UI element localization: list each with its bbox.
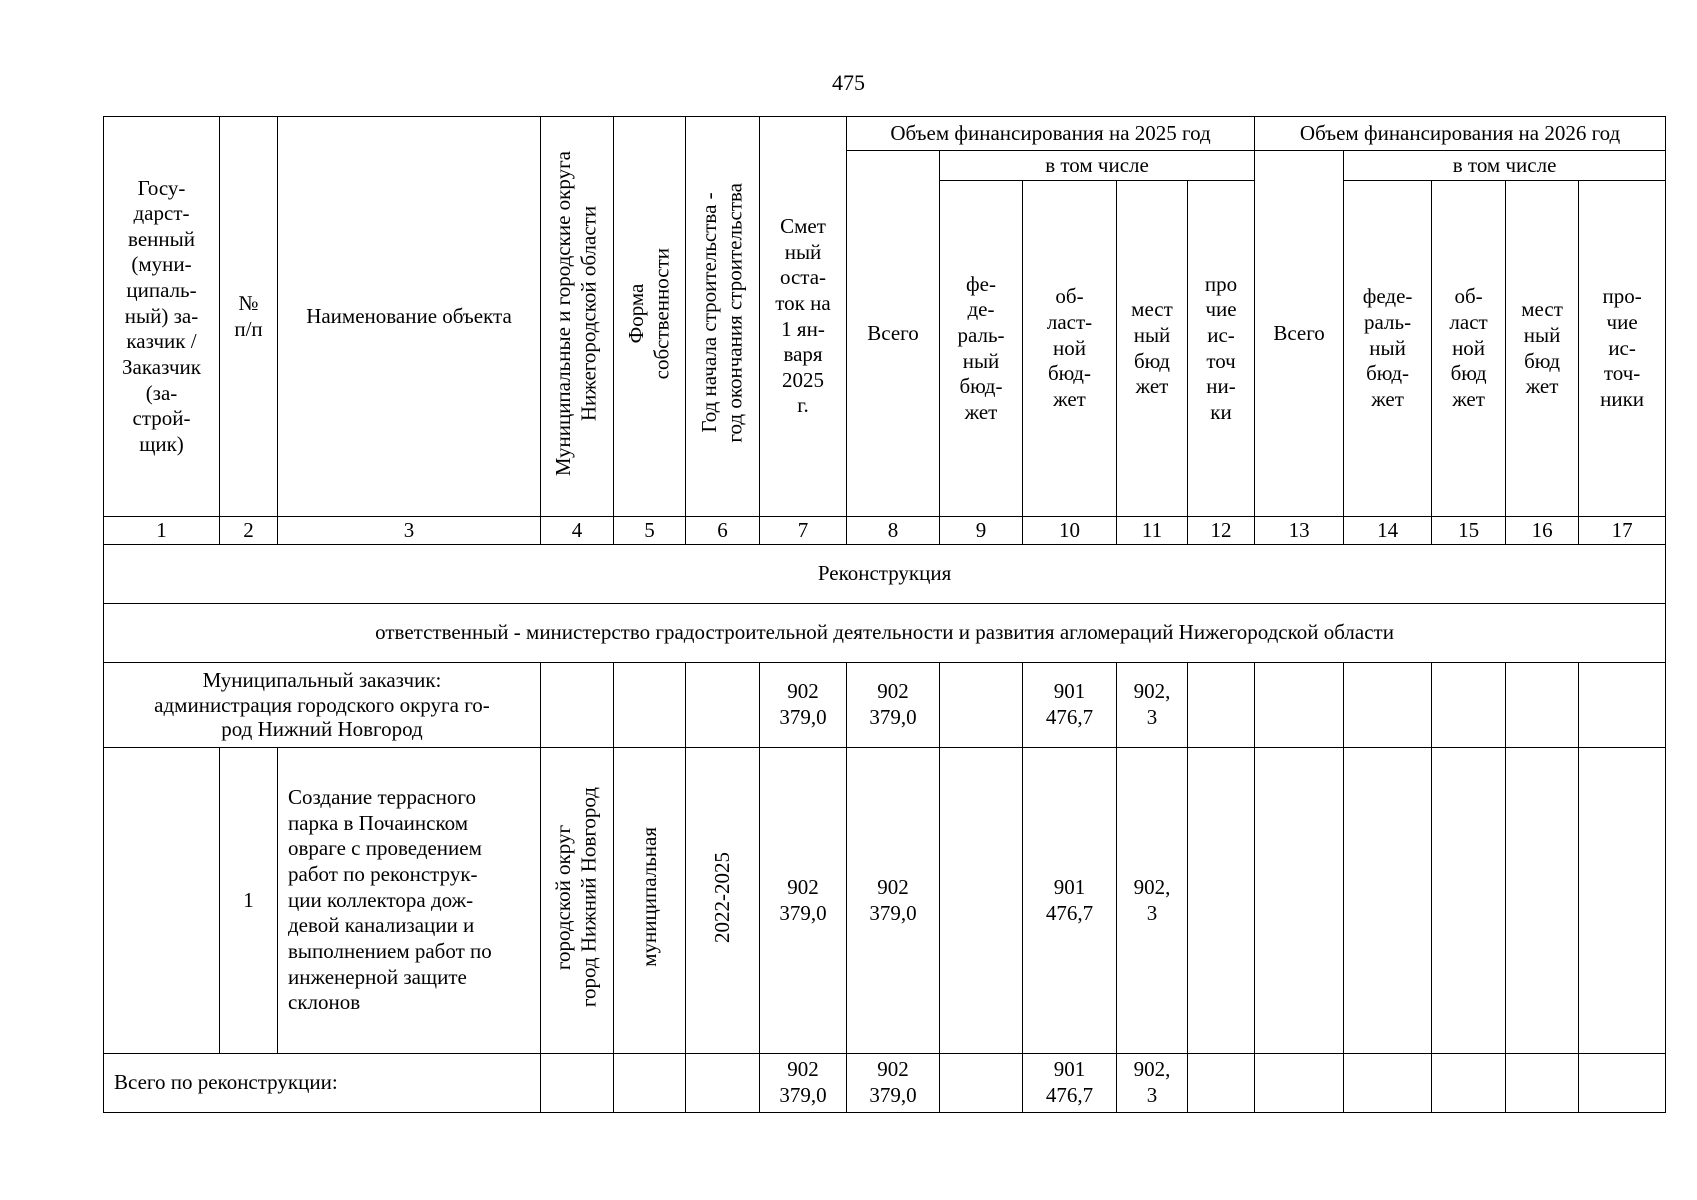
cell-empty	[1432, 1054, 1506, 1113]
col-num: 8	[847, 517, 940, 545]
header-fin-2025: Объем финансирования на 2025 год	[847, 117, 1255, 151]
col-num: 3	[278, 517, 541, 545]
header-object-name: Наименование объекта	[278, 117, 541, 517]
cell-empty	[686, 1054, 760, 1113]
header-2026-local: мест ный бюд жет	[1506, 181, 1579, 517]
header-2026-federal: феде- раль- ный бюд- жет	[1344, 181, 1432, 517]
object-2025-local: 902, 3	[1117, 748, 1188, 1054]
object-row	[104, 748, 1666, 1054]
header-ownership: Форма собственности	[614, 117, 686, 517]
cell-empty	[1255, 663, 1344, 748]
customer-2025-total: 902 379,0	[847, 663, 940, 748]
cell-empty	[1506, 1054, 1579, 1113]
object-years: 2022-2025	[686, 748, 760, 1054]
header-2026-other: про- чие ис- точ- ники	[1579, 181, 1666, 517]
cell-empty	[541, 663, 614, 748]
object-ownership: муниципальная	[614, 748, 686, 1054]
col-num: 10	[1023, 517, 1117, 545]
col-num: 2	[220, 517, 278, 545]
header-2025-other: про чие ис- точ ни- ки	[1188, 181, 1255, 517]
total-2025-total: 902 379,0	[847, 1054, 940, 1113]
header-2025-incl: в том числе	[940, 151, 1255, 181]
cell-empty	[1188, 663, 1255, 748]
section-title: Реконструкция	[104, 545, 1666, 604]
object-remaining: 902 379,0	[760, 748, 847, 1054]
cell-empty	[1432, 663, 1506, 748]
header-num: № п/п	[220, 117, 278, 517]
col-num: 5	[614, 517, 686, 545]
cell-empty	[1432, 748, 1506, 1054]
section-title-row	[104, 545, 1666, 604]
cell-empty	[1579, 663, 1666, 748]
col-num: 13	[1255, 517, 1344, 545]
cell-empty	[1344, 663, 1432, 748]
object-name: Создание террасного парка в Почаинском овраге с проведением работ по реконструк- ции коллектора дож- девой канализации и выполнением работ по инженерной защите склонов	[278, 748, 541, 1054]
customer-label: Муниципальный заказчик: администрация городского округа го- род Нижний Новгород	[104, 663, 541, 748]
cell-empty	[1506, 748, 1579, 1054]
col-num: 6	[686, 517, 760, 545]
cell-empty	[541, 1054, 614, 1113]
cell-empty	[1344, 748, 1432, 1054]
financing-table	[103, 116, 1666, 1113]
total-row	[104, 1054, 1666, 1113]
header-years: Год начала строительства - год окончания строительства	[686, 117, 760, 517]
object-2025-regional: 901 476,7	[1023, 748, 1117, 1054]
col-num: 16	[1506, 517, 1579, 545]
object-num: 1	[220, 748, 278, 1054]
header-row-1	[104, 117, 1666, 151]
header-2026-total: Всего	[1255, 151, 1344, 517]
col-num: 7	[760, 517, 847, 545]
col-num: 11	[1117, 517, 1188, 545]
header-2025-total: Всего	[847, 151, 940, 517]
header-2025-local: мест ный бюд жет	[1117, 181, 1188, 517]
responsible-text: ответственный - министерство градостроительной деятельности и развития агломераций Нижегородской области	[104, 604, 1666, 663]
total-2025-local: 902, 3	[1117, 1054, 1188, 1113]
object-district: городской округ город Нижний Новгород	[541, 748, 614, 1054]
header-2025-regional: об- ласт- ной бюд- жет	[1023, 181, 1117, 517]
customer-remaining: 902 379,0	[760, 663, 847, 748]
col-num: 4	[541, 517, 614, 545]
header-2026-incl: в том числе	[1344, 151, 1666, 181]
cell-empty	[614, 663, 686, 748]
total-2025-regional: 901 476,7	[1023, 1054, 1117, 1113]
cell-empty	[940, 1054, 1023, 1113]
header-remaining: Смет ный оста- ток на 1 ян- варя 2025 г.	[760, 117, 847, 517]
cell-empty	[614, 1054, 686, 1113]
header-customer: Госу- дарст- венный (муни- ципаль- ный) за- казчик / Заказчик (за- строй- щик)	[104, 117, 220, 517]
header-districts: Муниципальные и городские округа Нижегородской области	[541, 117, 614, 517]
col-num: 15	[1432, 517, 1506, 545]
cell-empty	[1188, 1054, 1255, 1113]
cell-empty	[1344, 1054, 1432, 1113]
cell-empty	[1188, 748, 1255, 1054]
cell-empty	[1579, 748, 1666, 1054]
col-num: 14	[1344, 517, 1432, 545]
column-numbers-row	[104, 517, 1666, 545]
responsible-row	[104, 604, 1666, 663]
header-2026-regional: об- ласт ной бюд жет	[1432, 181, 1506, 517]
customer-row	[104, 663, 1666, 748]
col-num: 9	[940, 517, 1023, 545]
cell-empty	[940, 663, 1023, 748]
cell-empty	[104, 748, 220, 1054]
total-remaining: 902 379,0	[760, 1054, 847, 1113]
cell-empty	[1579, 1054, 1666, 1113]
header-2025-federal: фе- де- раль- ный бюд- жет	[940, 181, 1023, 517]
cell-empty	[1506, 663, 1579, 748]
header-fin-2026: Объем финансирования на 2026 год	[1255, 117, 1666, 151]
col-num: 17	[1579, 517, 1666, 545]
cell-empty	[940, 748, 1023, 1054]
col-num: 1	[104, 517, 220, 545]
object-2025-total: 902 379,0	[847, 748, 940, 1054]
total-label: Всего по реконструкции:	[104, 1054, 541, 1113]
customer-2025-local: 902, 3	[1117, 663, 1188, 748]
col-num: 12	[1188, 517, 1255, 545]
cell-empty	[1255, 1054, 1344, 1113]
page-number: 475	[832, 70, 865, 95]
cell-empty	[1255, 748, 1344, 1054]
cell-empty	[686, 663, 760, 748]
customer-2025-regional: 901 476,7	[1023, 663, 1117, 748]
